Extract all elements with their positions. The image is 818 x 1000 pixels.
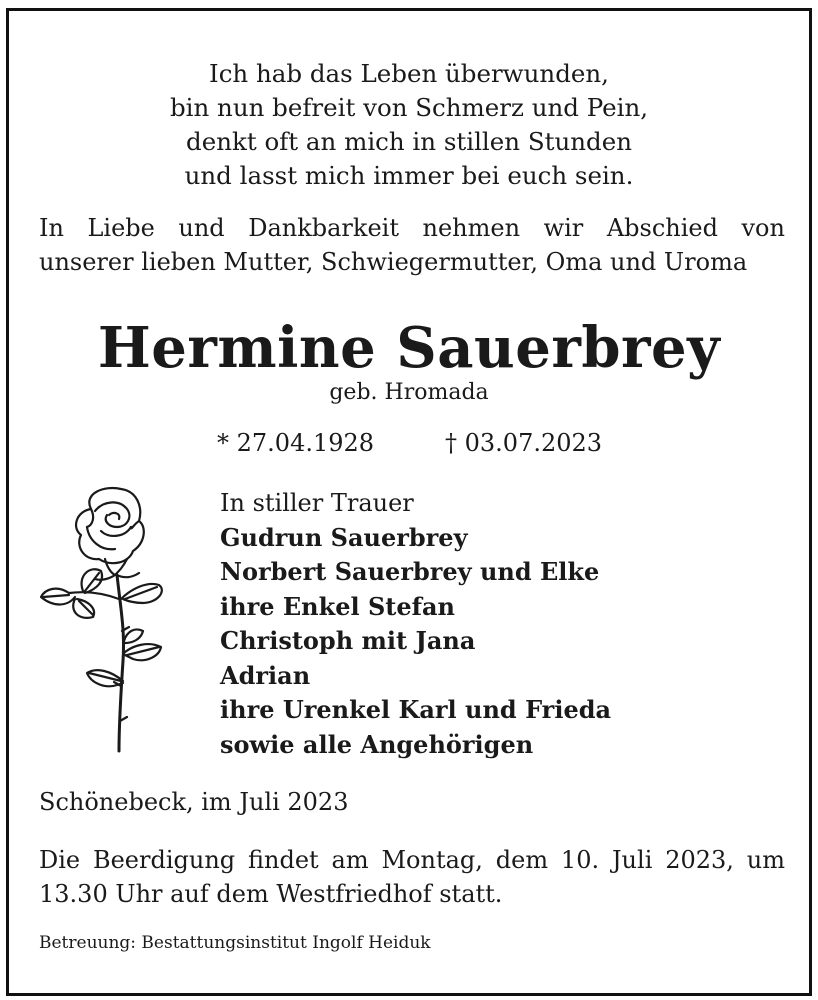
funeral-word: um [746, 846, 785, 874]
poem [9, 57, 809, 193]
intro-word: und [178, 214, 225, 242]
funeral-word: Juli [611, 846, 653, 874]
intro-word: Dankbarkeit [248, 214, 399, 242]
obituary-notice [6, 8, 812, 996]
mourner-name: Norbert Sauerbrey und Elke [220, 557, 600, 586]
poem-line: bin nun befreit von Schmerz und Pein, [169, 93, 649, 122]
place-date: Schönebeck, im Juli 2023 [39, 788, 349, 816]
intro-word: wir [543, 214, 584, 242]
funeral-word: 2023, [665, 846, 734, 874]
intro-line [39, 211, 785, 245]
funeral-word: findet [248, 846, 319, 874]
poem-line: Ich hab das Leben überwunden, [209, 59, 609, 88]
funeral-line [39, 843, 785, 877]
intro-word: Abschied [606, 214, 718, 242]
intro-text [39, 211, 785, 279]
mourner-name: sowie alle Angehörigen [220, 729, 534, 759]
mourners-lead: In stiller Trauer [220, 489, 414, 517]
mourner-name: ihre Urenkel Karl und Frieda [220, 695, 612, 724]
intro-word: nehmen [422, 214, 521, 242]
funeral-info [39, 843, 785, 911]
mourner-name: Christoph mit Jana [220, 626, 476, 655]
funeral-word: Beerdigung [92, 846, 236, 874]
poem-line: und lasst mich immer bei euch sein. [184, 161, 634, 190]
intro-word: von [741, 214, 785, 242]
mourner-name: Gudrun Sauerbrey [220, 522, 468, 552]
deceased-name: Hermine Sauerbrey [97, 315, 721, 381]
mourners-list [220, 486, 611, 762]
maiden-name: geb. Hromada [329, 380, 489, 405]
mourner-name: Adrian [220, 660, 311, 690]
funeral-word: Montag, [381, 846, 483, 874]
funeral-word: am [331, 846, 369, 874]
poem-line: denkt oft an mich in stillen Stunden [186, 127, 632, 156]
birth-date: * 27.04.1928 [217, 429, 375, 457]
mourner-name: ihre Enkel Stefan [220, 591, 455, 621]
funeral-word: Die [39, 846, 81, 874]
funeral-line: 13.30 Uhr auf dem Westfriedhof statt. [39, 880, 503, 908]
rose-icon [39, 481, 189, 761]
death-date: † 03.07.2023 [445, 429, 603, 457]
care-note: Betreuung: Bestattungsinstitut Ingolf Heiduk [39, 933, 431, 953]
intro-line: unserer lieben Mutter, Schwiegermutter, Oma und Uroma [39, 248, 748, 276]
funeral-word: 10. [560, 846, 600, 874]
funeral-word: dem [495, 846, 549, 874]
intro-word: In [39, 214, 64, 242]
intro-word: Liebe [87, 214, 155, 242]
